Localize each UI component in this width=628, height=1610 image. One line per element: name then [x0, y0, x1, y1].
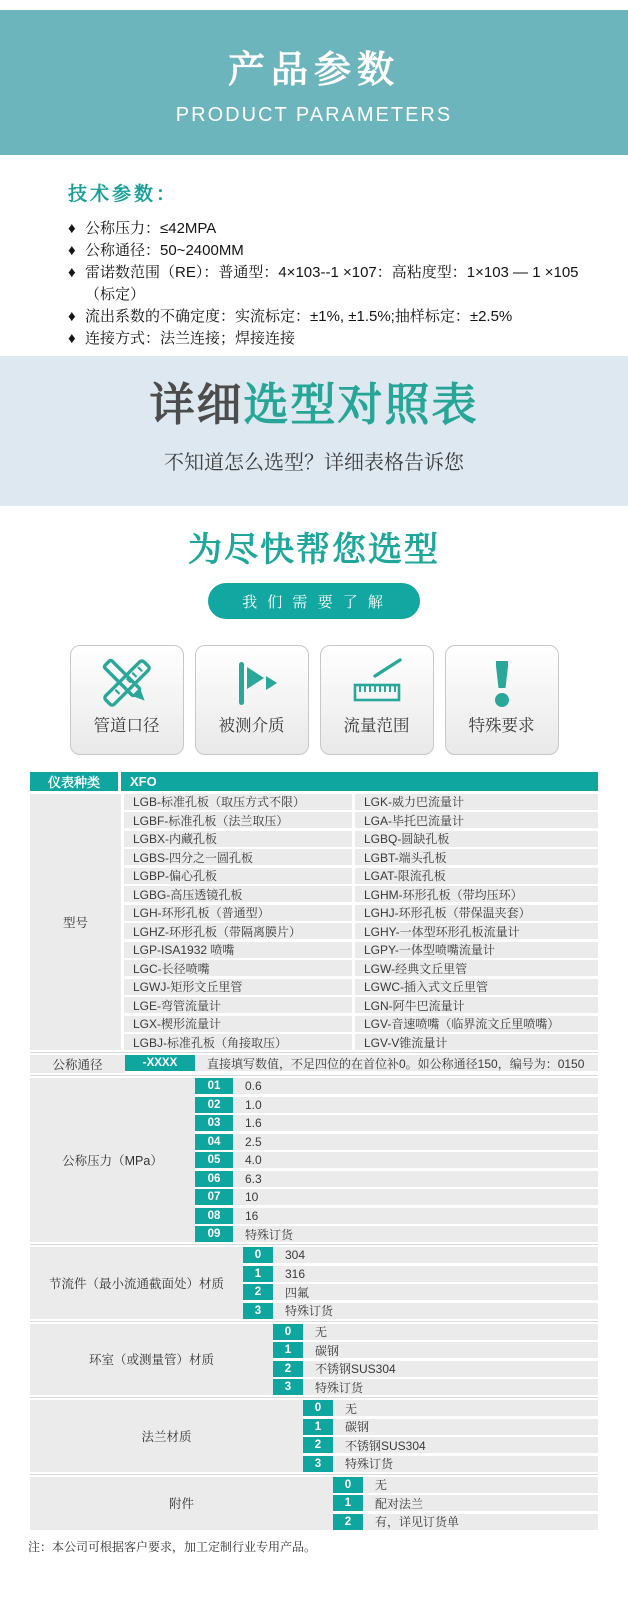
banner-subtitle: 不知道怎么选型？详细表格告诉您 [164, 451, 464, 474]
table-row [303, 1419, 598, 1435]
model-cell: LGHM-环形孔板（带均压环） [355, 886, 598, 902]
ruler-range-icon [351, 657, 403, 709]
code-badge: 0 [303, 1400, 333, 1416]
table-row [303, 1400, 598, 1416]
table-row [124, 868, 598, 884]
diameter-section-label: 公称通径 [30, 1055, 125, 1073]
model-cell: LGBT-端头孔板 [355, 849, 598, 865]
code-badge: 2 [303, 1437, 333, 1453]
table-row [273, 1379, 598, 1395]
banner-title-prefix: 详细 [149, 379, 244, 430]
code-value: 1.0 [245, 1097, 262, 1112]
banner-title [0, 380, 628, 430]
code-badge: -XXXX [125, 1055, 195, 1071]
list-item [68, 262, 582, 306]
code-value: 6.3 [245, 1171, 262, 1186]
code-value: 4.0 [245, 1153, 262, 1167]
table-row [124, 997, 598, 1013]
exclamation-icon [476, 657, 528, 709]
model-cell: LGP-ISA1932 喷嘴 [124, 942, 352, 958]
model-cell: LGN-阿牛巴流量计 [355, 997, 598, 1013]
flag-icon [226, 657, 278, 709]
requirement-cards [0, 645, 628, 755]
table-row [195, 1171, 598, 1187]
table-row [243, 1266, 598, 1282]
model-cell: LGBX-内藏孔板 [124, 831, 352, 847]
tech-params-heading: 技术参数： [68, 184, 179, 205]
code-badge: 2 [273, 1361, 303, 1377]
table-row [124, 1016, 598, 1032]
model-cell: LGB-标准孔板（取压方式不限） [124, 794, 352, 810]
card-label: 特殊要求 [468, 717, 535, 735]
code-value: 316 [285, 1266, 306, 1281]
banner-title-main: 选型对照表 [243, 379, 479, 430]
table-row [124, 979, 598, 995]
model-cell: LGC-长径喷嘴 [124, 960, 352, 976]
code-badge: 05 [195, 1152, 233, 1168]
code-badge: 2 [243, 1284, 273, 1300]
bullet-text: 流出系数的不确定度：实流标定：±1%, ±1.5%;抽样标定：±2.5% [85, 308, 513, 325]
table-row [124, 812, 598, 828]
accessory-section [30, 1474, 598, 1530]
model-section [30, 794, 598, 1051]
selection-table-banner [0, 356, 628, 506]
bullet-text: 雷诺数范围（RE）：普通型：4×103--1 ×107：高粘度型：1×103 — 1 ×105（标定） [85, 264, 579, 303]
throttle-material-section [30, 1244, 598, 1319]
table-row [243, 1303, 598, 1319]
table-row [243, 1247, 598, 1263]
table-row [243, 1284, 598, 1300]
model-cell: LGV-V锥流量计 [355, 1034, 598, 1050]
ring-material-section [30, 1321, 598, 1396]
code-value: 碳钢 [315, 1343, 340, 1358]
code-value: 特殊订货 [245, 1227, 294, 1242]
flange-material-section [30, 1397, 598, 1472]
code-value: 1.6 [245, 1116, 262, 1130]
code-badge: 04 [195, 1134, 233, 1150]
table-row [125, 1055, 598, 1071]
instrument-type-value: XFO [130, 774, 157, 789]
code-badge: 3 [303, 1456, 333, 1472]
list-item [68, 240, 582, 262]
code-value: 2.5 [245, 1134, 262, 1149]
instrument-type-header: 仪表种类 [30, 772, 121, 791]
diamond-bullet-icon: ♦ [68, 264, 76, 281]
pressure-section [30, 1075, 598, 1242]
model-rows [124, 794, 598, 1051]
model-cell: LGBJ-标准孔板（角接取压） [124, 1034, 352, 1050]
code-value: 特殊订货 [345, 1457, 394, 1471]
table-row [195, 1189, 598, 1205]
ring-section-label: 环室（或测量管）材质 [30, 1324, 273, 1396]
code-value: 无 [345, 1401, 358, 1416]
list-item [68, 306, 582, 328]
table-row [195, 1134, 598, 1150]
table-row [124, 1034, 598, 1050]
diamond-bullet-icon: ♦ [68, 242, 76, 259]
bullet-text: 公称压力：≤42MPA [85, 220, 217, 237]
table-row [195, 1097, 598, 1113]
table-row [303, 1437, 598, 1453]
code-value: 特殊订货 [285, 1304, 334, 1318]
table-row [195, 1208, 598, 1224]
diamond-bullet-icon: ♦ [68, 330, 76, 347]
table-row [124, 849, 598, 865]
model-cell: LGA-毕托巴流量计 [355, 812, 598, 828]
code-badge: 3 [243, 1303, 273, 1319]
code-badge: 07 [195, 1189, 233, 1205]
code-value: 配对法兰 [375, 1496, 424, 1511]
diamond-bullet-icon: ♦ [68, 220, 76, 237]
table-row [124, 831, 598, 847]
card-pipe-diameter [70, 645, 184, 755]
table-row [124, 923, 598, 939]
code-badge: 3 [273, 1379, 303, 1395]
model-cell: LGBQ-圆缺孔板 [355, 831, 598, 847]
code-badge: 08 [195, 1208, 233, 1224]
model-cell: LGW-经典文丘里管 [355, 960, 598, 976]
code-value: 不锈钢SUS304 [345, 1438, 426, 1453]
code-value: 有，详见订货单 [375, 1515, 460, 1529]
table-row [273, 1342, 598, 1358]
table-row [124, 905, 598, 921]
table-row [273, 1361, 598, 1377]
pressure-section-label: 公称压力（MPa） [30, 1078, 195, 1242]
flange-section-label: 法兰材质 [30, 1400, 303, 1472]
code-badge: 1 [303, 1419, 333, 1435]
model-cell: LGV-音速喷嘴（临界流文丘里喷嘴） [355, 1016, 598, 1032]
model-cell: LGHJ-环形孔板（带保温夹套） [355, 905, 598, 921]
table-row [195, 1226, 598, 1242]
table-row [124, 942, 598, 958]
code-badge: 03 [195, 1115, 233, 1131]
model-cell: LGBS-四分之一圆孔板 [124, 849, 352, 865]
card-label: 流量范围 [343, 717, 410, 735]
model-cell: LGBF-标准孔板（法兰取压） [124, 812, 352, 828]
code-value: 10 [245, 1190, 259, 1204]
code-badge: 06 [195, 1171, 233, 1187]
table-row [124, 960, 598, 976]
card-label: 被测介质 [218, 717, 285, 735]
card-flow-range [320, 645, 434, 755]
table-row [333, 1477, 598, 1493]
code-badge: 02 [195, 1097, 233, 1113]
model-cell: LGK-威力巴流量计 [355, 794, 598, 810]
selection-table [30, 772, 598, 1530]
list-item [68, 218, 582, 240]
card-measured-medium [195, 645, 309, 755]
code-value: 304 [285, 1248, 306, 1262]
code-value: 0.6 [245, 1079, 262, 1093]
model-cell: LGPY-一体型喷嘴流量计 [355, 942, 598, 958]
code-badge: 1 [273, 1342, 303, 1358]
model-section-label: 型号 [30, 794, 121, 1051]
list-item [68, 328, 582, 350]
we-need-to-know-pill: 我 们 需 要 了 解 [208, 583, 420, 619]
table-row [124, 794, 598, 810]
table-row [124, 886, 598, 902]
code-badge: 0 [243, 1247, 273, 1263]
tech-params-section [0, 179, 628, 350]
model-cell: LGWJ-矩形文丘里管 [124, 979, 352, 995]
code-value: 特殊订货 [315, 1380, 364, 1395]
model-cell: LGBP-偏心孔板 [124, 868, 352, 884]
table-row [273, 1324, 598, 1340]
code-value: 直接填写数值，不足四位的在首位补0。如公称通径150，编号为：0150 [207, 1056, 585, 1071]
code-badge: 0 [333, 1477, 363, 1493]
code-badge: 09 [195, 1226, 233, 1242]
code-value: 无 [315, 1325, 328, 1339]
tech-params-list [68, 218, 582, 350]
code-value: 无 [375, 1478, 388, 1492]
quick-selection-title: 为尽快帮您选型 [188, 531, 440, 569]
page-header [0, 10, 628, 155]
code-value: 碳钢 [345, 1420, 370, 1434]
bullet-text: 公称通径：50~2400MM [85, 242, 244, 259]
model-cell: LGE-弯管流量计 [124, 997, 352, 1013]
table-row [195, 1152, 598, 1168]
model-cell: LGAT-限流孔板 [355, 868, 598, 884]
model-cell: LGWC-插入式文丘里管 [355, 979, 598, 995]
throttle-section-label: 节流件（最小流通截面处）材质 [30, 1247, 243, 1319]
table-row [333, 1514, 598, 1530]
page-title: 产品参数 [228, 48, 400, 90]
diameter-section [30, 1052, 598, 1073]
table-row [195, 1115, 598, 1131]
table-row [195, 1078, 598, 1094]
code-badge: 2 [333, 1514, 363, 1530]
table-row [303, 1456, 598, 1472]
code-badge: 01 [195, 1078, 233, 1094]
code-badge: 0 [273, 1324, 303, 1340]
model-cell: LGH-环形孔板（普通型） [124, 905, 352, 921]
ruler-pencil-icon [101, 657, 153, 709]
table-header-row [30, 772, 598, 791]
card-label: 管道口径 [93, 717, 160, 735]
bullet-text: 连接方式：法兰连接；焊接连接 [85, 330, 296, 347]
code-badge: 1 [333, 1495, 363, 1511]
code-value: 16 [245, 1208, 259, 1223]
model-cell: LGHY-一体型环形孔板流量计 [355, 923, 598, 939]
diamond-bullet-icon: ♦ [68, 308, 76, 325]
accessory-section-label: 附件 [30, 1477, 333, 1530]
model-cell: LGX-楔形流量计 [124, 1016, 352, 1032]
table-row [333, 1495, 598, 1511]
footer-note: 注：本公司可根据客户要求，加工定制行业专用产品。 [28, 1539, 317, 1554]
code-value: 四氟 [285, 1285, 310, 1300]
code-value: 不锈钢SUS304 [315, 1362, 396, 1376]
card-special-requirements [445, 645, 559, 755]
code-badge: 1 [243, 1266, 273, 1282]
page-subtitle: PRODUCT PARAMETERS [175, 103, 453, 126]
model-cell: LGHZ-环形孔板（带隔离膜片） [124, 923, 352, 939]
model-cell: LGBG-高压透镜孔板 [124, 886, 352, 902]
